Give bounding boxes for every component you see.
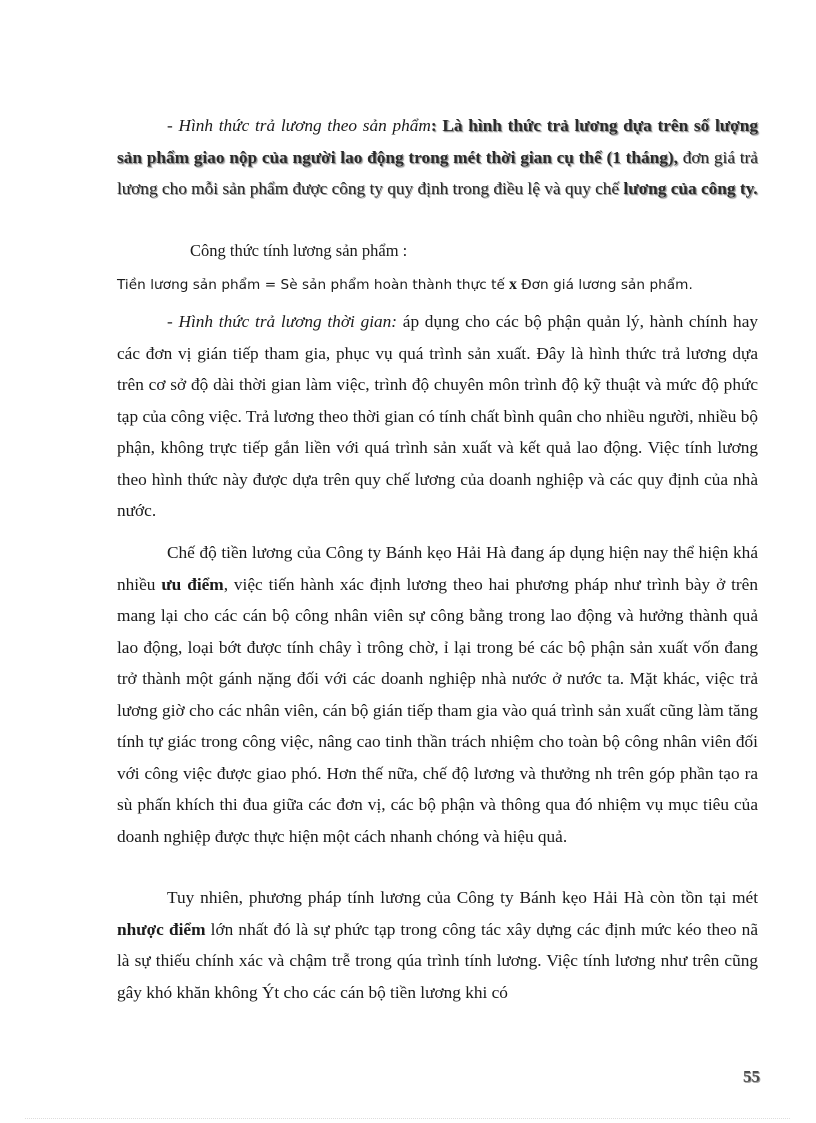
formula-times: x: [504, 276, 522, 293]
disadvantages-after: lớn nhất đó là sự phức tạp trong công tác xây dựng các định mức kéo theo nã là sự thiếu chính xác và chậm trễ trong qúa trình tính lương. Việc tính lương như trên cũng gây khó khăn không Ýt cho các cán bộ tiền lương khi có: [117, 919, 758, 1002]
advantages-keyword: ưu điểm: [161, 574, 224, 594]
formula-line: [117, 276, 767, 294]
paragraph-piece-wage: [117, 110, 758, 205]
title-separator: :: [430, 116, 443, 135]
footer-divider: [25, 1118, 790, 1119]
formula-title: Công thức tính lương sản phẩm :: [190, 241, 408, 260]
paragraph-lead: -: [167, 116, 179, 135]
piece-wage-unit-price: đơn giá trả lương: [117, 147, 758, 198]
piece-wage-rule: cho mỗi sản phẩm được công ty quy định trong điều lệ và quy chế: [157, 179, 620, 198]
time-wage-body: áp dụng cho các bộ phận quản lý, hành chính hay các đơn vị gián tiếp tham gia, phục vụ quá trình sản xuất. Đây là hình thức trả lương dựa trên cơ sở độ dài thời gian làm việc, trình độ chuyên môn trình độ kỹ thuật và mức độ phức tạp của công việc. Trả lương theo thời gian có tính chất bình quân cho nhiều người, nhiều bộ phận, không trực tiếp gắn liền với quá trình sản xuất và kết quả lao động. Việc tính lương theo hình thức này được dựa trên quy chế lương của doanh nghiệp và các quy định của nhà nước.: [117, 312, 758, 520]
paragraph-lead: -: [167, 312, 179, 331]
piece-wage-definition: Là hình thức trả lương dựa trên số lượng sản phẩm giao nộp của người lao động trong mét thời gian cụ thể (1 tháng),: [117, 116, 758, 167]
disadvantages-keyword: nhược điểm: [117, 919, 206, 939]
formula-right: Đơn giá lương sản phẩm.: [521, 277, 693, 293]
page-number: 55: [743, 1067, 760, 1086]
formula-left: Tiền lương sản phẩm = Sè sản phẩm hoàn thành thực tế: [117, 277, 505, 293]
time-wage-title: Hình thức trả lương thời gian:: [178, 312, 398, 331]
paragraph-disadvantages: [117, 882, 758, 1008]
paragraph-advantages: [117, 537, 758, 852]
piece-wage-title: Hình thức trả lương theo sản phẩm: [178, 116, 431, 135]
disadvantages-before: Tuy nhiên, phương pháp tính lương của Công ty Bánh kẹo Hải Hà còn tồn tại mét: [167, 888, 758, 907]
piece-wage-tail: lương của công ty.: [619, 179, 758, 198]
advantages-before: Chế độ tiền lương của Công ty Bánh kẹo Hải Hà đang áp dụng hiện nay thể hiện khá nhiều: [117, 543, 758, 594]
advantages-after: , việc tiến hành xác định lương theo hai phương pháp như trình bày ở trên mang lại cho các cán bộ công nhân viên sự công bằng trong lao động và hưởng thành quả lao động, loại bớt được tính chây ì trông chờ, ỉ lại trong bé các bộ phận sản xuất vốn đang trở thành một gánh nặng đối với các doanh nghiệp nhà nước ở nước ta. Mặt khác, việc trả lương giờ cho các nhân viên, cán bộ gián tiếp tham gia vào quá trình sản xuất cũng làm tăng tính tự giác trong công việc, nâng cao tinh thần trách nhiệm cho toàn bộ công nhân viên đối với công việc được giao phó. Hơn thế nữa, chế độ lương và thưởng nh trên góp phần tạo ra sù phấn khích thi đua giữa các đơn vị, các bộ phận và thông qua đó nhiệm vụ mục tiêu của doanh nghiệp được thực hiện một cách nhanh chóng và hiệu quả.: [117, 574, 758, 846]
paragraph-time-wage: [117, 306, 758, 527]
